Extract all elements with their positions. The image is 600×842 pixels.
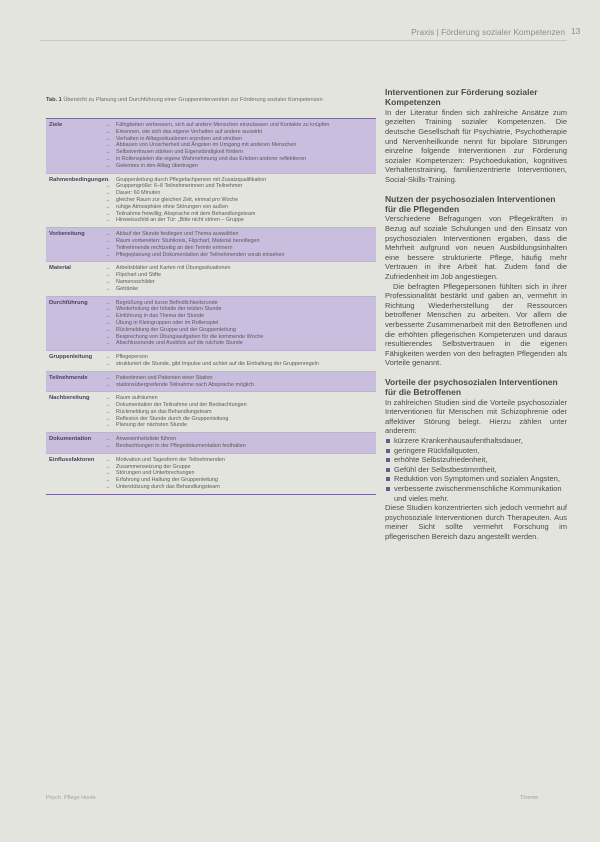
row-item-list bbox=[95, 174, 376, 228]
footer-left: Psych. Pflege Heute bbox=[46, 795, 96, 801]
row-item: → Getränke bbox=[95, 286, 372, 293]
row-item: → Patientinnen und Patienten einer Station bbox=[95, 375, 372, 382]
table-caption bbox=[46, 97, 376, 104]
row-item: → Abbauen von Unsicherheit und Ängsten im Umgang mit anderen Menschen bbox=[95, 142, 372, 149]
benefit-item: erhöhte Selbstzufriedenheit, bbox=[385, 455, 567, 465]
row-item-list bbox=[95, 351, 376, 371]
row-label: Einflussfaktoren bbox=[49, 456, 95, 463]
section-paragraph: In der Literatur finden sich zahlreiche Ansätze zum gezielten Training sozialer Kompetenzen. Die deutsche Gesellschaft für Psychiatrie, Psychotherapie und Nervenheilkunde nennt für bipolare Störungen einzelne folgende Interventionen zur Förderung sozialer Kompetenzen: Psychoedukation, kognitives Verhaltenstraining, familienzentrierte Interventionen, Social-Skills-Training. bbox=[385, 107, 567, 184]
row-item: → Rückmeldung an das Behandlungsteam bbox=[95, 409, 372, 416]
row-item: → Anwesenheitsliste führen bbox=[95, 436, 372, 443]
row-label: Material bbox=[49, 265, 71, 272]
row-item: → Dauer: 60 Minuten bbox=[95, 190, 372, 197]
row-item: → Fähigkeiten verbessern, sich auf andere Menschen einzulassen und Kontakte zu knüpfen bbox=[95, 122, 372, 129]
row-item: → Arbeitsblätter und Karten mit Übungssituationen bbox=[95, 265, 372, 272]
section-paragraph: Diese Studien konzentrierten sich jedoch vermehrt auf psychosoziale Interventionen durch Therapeuten. Aus meiner Sicht sollte vermehrt Forschung im pflegerischen Bereich dazu angestellt werden. bbox=[385, 503, 567, 541]
benefit-item: kürzere Krankenhausaufenthaltsdauer, bbox=[385, 436, 567, 446]
row-item: → Verhalten in Alltagssituationen erproben und einüben bbox=[95, 136, 372, 143]
row-label: Gruppenleitung bbox=[49, 354, 93, 361]
header-rule bbox=[40, 40, 567, 41]
section-paragraph: In zahlreichen Studien sind die Vorteile psychosozialer Interventionen für Menschen mit Schizophrenie oder affektiver Störung belegt. Hierzu zählen unter anderem: bbox=[385, 397, 567, 436]
row-item-list bbox=[95, 228, 376, 261]
row-item: → Störungen und Unterbrechungen bbox=[95, 470, 372, 477]
row-item-list bbox=[95, 372, 376, 392]
section-heading: Interventionen zur Förderung sozialer Kompetenzen bbox=[385, 87, 538, 108]
row-item-list bbox=[95, 119, 376, 173]
row-item: → Beobachtungen in der Pflegedokumentation festhalten bbox=[95, 443, 372, 450]
row-item: → Einführung in das Thema der Stunde bbox=[95, 313, 372, 320]
benefit-item: verbesserte zwischenmenschliche Kommunikation und vieles mehr. bbox=[385, 484, 567, 503]
table-row bbox=[46, 372, 376, 393]
row-item: → Gruppenleitung durch Pflegefachperson mit Zusatzqualifikation bbox=[95, 177, 372, 184]
row-label: Durchführung bbox=[49, 299, 88, 306]
row-item: → Ablauf der Stunde festlegen und Thema auswählen bbox=[95, 231, 372, 238]
row-item: → Übung in Kleingruppen oder im Rollenspiel bbox=[95, 320, 372, 327]
row-item: → Abschlussrunde und Ausblick auf die nächste Stunde bbox=[95, 340, 372, 347]
row-item: → strukturiert die Stunde, gibt Impulse und achtet auf die Einhaltung der Gruppenregeln bbox=[95, 361, 372, 368]
row-item-list bbox=[95, 297, 376, 351]
page-number: 13 bbox=[571, 26, 581, 36]
row-label: Nachbereitung bbox=[49, 395, 90, 402]
row-item: → Raum aufräumen bbox=[95, 395, 372, 402]
row-item: → stationsübergreifende Teilnahme nach Absprache möglich bbox=[95, 382, 372, 389]
running-head: Praxis | Förderung sozialer Kompetenzen bbox=[411, 27, 565, 37]
table-row bbox=[46, 119, 376, 174]
row-item: → Zusammensetzung der Gruppe bbox=[95, 464, 372, 471]
section-paragraph: Die befragten Pflegepersonen fühlten sich in ihrer Professionalität bestärkt und gaben an, vermehrt in Richtung Wiederherstellung der Ressourcen betroffener Menschen zu arbeiten. Vor allem die verbesserte Zusammenarbeit mit den Betroffenen und die erhöhten pflegerischen Kompetenzen und daraus resultierendes Selbstvertrauen in die eigenen Fähigkeiten werden von den befragten Pflegenden als Vorteile genannt. bbox=[385, 281, 567, 368]
footer-right: Thieme bbox=[520, 795, 539, 801]
section-paragraph: Verschiedene Befragungen von Pflegekräften in Bezug auf soziale Schulungen und den Einsatz von psychosozialen Interventionen ergaben, dass die Mehrheit aufgrund von neuen Ausbildungsinhalten eine bessere strukturierte Pflege, häufig mehr Vertrauen in ihre Arbeit hat. Zudem fand die Zufriedenheit im Job angestiegen. bbox=[385, 214, 567, 281]
table-row bbox=[46, 297, 376, 352]
section-heading: Nutzen der psychosozialen Interventionen für die Pflegenden bbox=[385, 193, 556, 214]
row-item: → Namensschilder bbox=[95, 279, 372, 286]
table-row bbox=[46, 174, 376, 229]
benefit-list bbox=[385, 436, 567, 503]
row-label: Teilnehmende bbox=[49, 374, 88, 381]
row-item: → Teilnehmende rechtzeitig an den Termin erinnern bbox=[95, 245, 372, 252]
row-item-list bbox=[95, 392, 376, 432]
row-item: → Begrüßung und kurze Befindlichkeitsrunde bbox=[95, 300, 372, 307]
row-item: → Erkennen, wie sich das eigene Verhalten auf andere auswirkt bbox=[95, 129, 372, 136]
row-item: → Planung der nächsten Stunde bbox=[95, 422, 372, 429]
row-item: → Erfahrung und Haltung der Gruppenleitung bbox=[95, 477, 372, 484]
row-label: Dokumentation bbox=[49, 436, 92, 443]
table-row bbox=[46, 392, 376, 433]
row-item: → gleicher Raum zur gleichen Zeit, einmal pro Woche bbox=[95, 197, 372, 204]
row-item: → ruhige Atmosphäre ohne Störungen von außen bbox=[95, 204, 372, 211]
table-caption-label: Tab. 1 bbox=[46, 97, 62, 103]
row-item: → Gruppengröße: 6–8 Teilnehmerinnen und Teilnehmer bbox=[95, 183, 372, 190]
table-row bbox=[46, 454, 376, 495]
row-label: Vorbereitung bbox=[49, 231, 85, 238]
section-heading: Vorteile der psychosozialen Interventionen für die Betroffenen bbox=[385, 376, 558, 398]
row-label: Ziele bbox=[49, 122, 63, 128]
table-row bbox=[46, 228, 376, 262]
row-item: → Besprechung von Übungsaufgaben für die kommende Woche bbox=[95, 334, 372, 341]
row-item-list bbox=[95, 433, 376, 453]
row-item: → Unterstützung durch das Behandlungsteam bbox=[95, 484, 372, 491]
row-item-list bbox=[95, 454, 376, 494]
table-row bbox=[46, 433, 376, 454]
table-row bbox=[46, 262, 376, 296]
table-row bbox=[46, 351, 376, 372]
table-caption-text: Übersicht zu Planung und Durchführung einer Gruppenintervention zur Förderung sozialer Kompetenzen bbox=[63, 97, 323, 103]
row-label: Rahmenbedingungen bbox=[49, 176, 109, 183]
row-item: → Raum vorbereiten: Stuhlkreis, Flipchart, Material bereitlegen bbox=[95, 238, 372, 245]
row-item: → Flipchart und Stifte bbox=[95, 272, 372, 279]
row-item: → Wiederholung der Inhalte der letzten Stunde bbox=[95, 306, 372, 313]
row-item: → Motivation und Tagesform der Teilnehmenden bbox=[95, 457, 372, 464]
row-item: → Dokumentation der Teilnahme und der Beobachtungen bbox=[95, 402, 372, 409]
benefit-item: Reduktion von Symptomen und sozialen Ängsten, bbox=[385, 474, 567, 484]
right-column bbox=[385, 87, 567, 542]
row-item: → Rückmeldung der Gruppe und der Gruppenleitung bbox=[95, 327, 372, 334]
benefit-item: geringere Rückfallquoten, bbox=[385, 446, 567, 456]
row-item: → Gelerntes in den Alltag übertragen bbox=[95, 163, 372, 170]
row-item: → Pflegeplanung und Dokumentation der Teilnehmenden vorab einsehen bbox=[95, 252, 372, 259]
row-item: → Teilnahme freiwillig; Absprache mit dem Behandlungsteam bbox=[95, 211, 372, 218]
row-item: → Reflexion der Stunde durch die Gruppenleitung bbox=[95, 416, 372, 423]
benefit-item: Gefühl der Selbstbestimmtheit, bbox=[385, 465, 567, 475]
row-item: → Selbstvertrauen stärken und Eigenständigkeit fördern bbox=[95, 149, 372, 156]
intervention-table bbox=[46, 118, 376, 495]
row-item: → in Rollenspielen die eigene Wahrnehmung und das Erleben anderer reflektieren bbox=[95, 156, 372, 163]
row-item: → Hinweisschild an der Tür: „Bitte nicht stören – Gruppe bbox=[95, 217, 372, 224]
row-item: → Pflegeperson bbox=[95, 354, 372, 361]
row-item-list bbox=[95, 262, 376, 295]
